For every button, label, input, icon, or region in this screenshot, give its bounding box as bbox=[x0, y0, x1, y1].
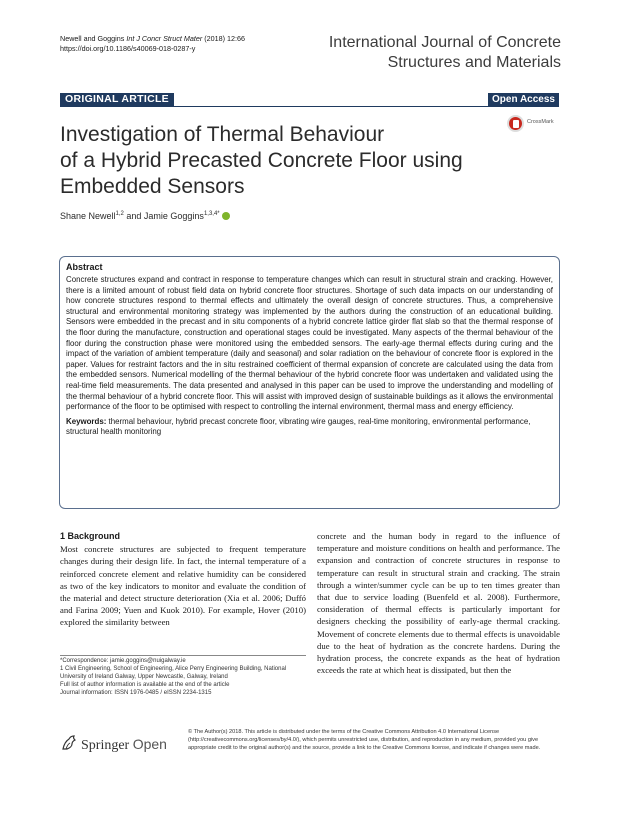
keywords-label: Keywords: bbox=[66, 416, 107, 426]
author-connector[interactable]: and Jamie Goggins bbox=[123, 211, 204, 221]
citation-authors: Newell and Goggins bbox=[60, 34, 127, 43]
article-title bbox=[60, 122, 510, 200]
springer-open-logo bbox=[60, 732, 190, 758]
author-affiliation: 1,3,4* bbox=[203, 211, 220, 217]
body-column-left bbox=[60, 530, 306, 629]
keywords-list: thermal behaviour, hybrid precast concrete floor, vibrating wire gauges, real-time monitoring, environmental performance, structural health monitoring bbox=[66, 416, 531, 437]
body-paragraph: Most concrete structures are subjected to frequent temperature changes during their design life. In fact, the internal temperature of a reinforced concrete element and relative humidity can be considered as two of the key indicators to monitor and evaluate the condition of the material and detect structure deterioration (Xia et al. 2006; Duffó and Farina 2009; Yuen and Kuok 2010). For example, Hover (2010) explored the similarity between bbox=[60, 544, 306, 628]
correspondence-note: *Correspondence: jamie.goggins@nuigalway.ie bbox=[60, 658, 186, 664]
title-line3: Embedded Sensors bbox=[60, 175, 245, 198]
citation-line bbox=[60, 34, 245, 44]
author-info-note: Full list of author information is available at the end of the article bbox=[60, 682, 230, 688]
body-column-right bbox=[317, 530, 560, 676]
keywords bbox=[66, 417, 553, 438]
publisher-name: Springer bbox=[81, 738, 130, 753]
journal-name-line1: International Journal of Concrete bbox=[328, 34, 561, 51]
body-paragraph: concrete and the human body in regard to the influence of temperature and moisture conditions on health and performance. The expansion and contraction of concrete structures in response to temperature can result in structural strain and cracking. The strain through a winter/summer cycle can be up to ten times greater than that due to service loading (Buenfeld et al. 2008). Furthermore, consideration of thermal effects is particularly important for designers checking the possibility of early-age thermal cracking. Movement of concrete elements due to thermal effects is unavoidable due to the heat of hydration as the concrete hardens. During the hydration process, the concrete expands as the heat of hydration exceeds the rate at which heat is dissipated, but then the bbox=[317, 531, 560, 676]
affiliation-note: 1 Civil Engineering, School of Engineering, Alice Perry Engineering Building, National University of Ireland Galway, Upper Newcastle, Galway, Ireland bbox=[60, 666, 287, 680]
section-heading: 1 Background bbox=[60, 531, 121, 541]
citation-year-page: (2018) 12:66 bbox=[202, 34, 245, 43]
title-line2: of a Hybrid Precasted Concrete Floor using bbox=[60, 149, 463, 172]
author-name[interactable]: Shane Newell bbox=[60, 211, 116, 221]
publisher-open: Open bbox=[132, 736, 167, 752]
doi-link[interactable]: https://doi.org/10.1186/s40069-018-0287-y bbox=[60, 44, 196, 53]
abstract-box bbox=[59, 256, 560, 509]
journal-name bbox=[329, 33, 561, 73]
springer-horse-icon bbox=[60, 734, 78, 752]
abstract-body: Concrete structures expand and contract in response to temperature changes which can result in structural strain and cracking. However, there is a limited amount of robust field data on hybrid concrete floor structures. Shortage of such data impacts on our understanding of how concrete structures respond to thermal effects and ultimately the overall design of concrete structures. Thus, a comprehensive structural and environmental monitoring strategy was implemented by the authors during the construction of an educational building. Sensors were embedded in the precast and in situ components of a hybrid concrete lattice girder flat slab so that the thermal response of the floor during the manufacture, construction and operational stages could be investigated. Many aspects of the thermal behaviour of the floor during the construction phase were monitored using the embedded sensors. The early-age thermal effects during curing and the impact of the variation of ambient temperature (daily and seasonal) and solar radiation on the behaviour of concrete floor is explored in the paper. Values for restraint factors and the in situ restrained coefficient of thermal expansion of concrete are calculated using the data from the embedded sensors. Numerical modelling of the thermal behaviour of the hybrid concrete floor was undertaken and validated using the real-time field measurements. The data presented and analysed in this paper can be used to improve the understanding and modelling of the thermal behaviour of a hybrid concrete floor. This will assist with improved design of sustainable buildings as it allows the environmental performance of the floor to be optimised with respect to controlling the internal environment, thermal mass and energy efficiency. bbox=[66, 275, 553, 412]
abstract-heading: Abstract bbox=[66, 262, 103, 272]
author-affiliation: 1,2 bbox=[115, 211, 124, 217]
orcid-icon[interactable] bbox=[222, 212, 230, 220]
footnote-divider bbox=[60, 655, 306, 656]
journal-info-note: Journal information: ISSN 1976-0485 / eISSN 2234-1315 bbox=[60, 690, 212, 696]
article-type-label: ORIGINAL ARTICLE bbox=[60, 93, 174, 106]
publisher-wordmark bbox=[81, 736, 167, 754]
journal-name-line2: Structures and Materials bbox=[387, 54, 561, 71]
crossmark-label: CrossMark bbox=[527, 119, 554, 125]
citation-block bbox=[60, 34, 245, 54]
open-access-badge: Open Access bbox=[488, 93, 559, 106]
title-line1: Investigation of Thermal Behaviour bbox=[60, 123, 385, 146]
license-notice: © The Author(s) 2018. This article is distributed under the terms of the Creative Commons Attribution 4.0 International License (http://creativecommons.org/licenses/by/4.0/), which permits unrestricted use, distribution, and reproduction in any medium, provided you give appropriate credit to the original author(s) and the source, provide a link to the Creative Commons license, and indicate if changes were made. bbox=[188, 729, 541, 751]
author-list bbox=[60, 211, 230, 221]
crossmark-button[interactable] bbox=[507, 115, 567, 137]
article-type-bar bbox=[60, 93, 559, 107]
citation-journal: Int J Concr Struct Mater bbox=[126, 34, 203, 43]
footnotes bbox=[60, 657, 306, 697]
